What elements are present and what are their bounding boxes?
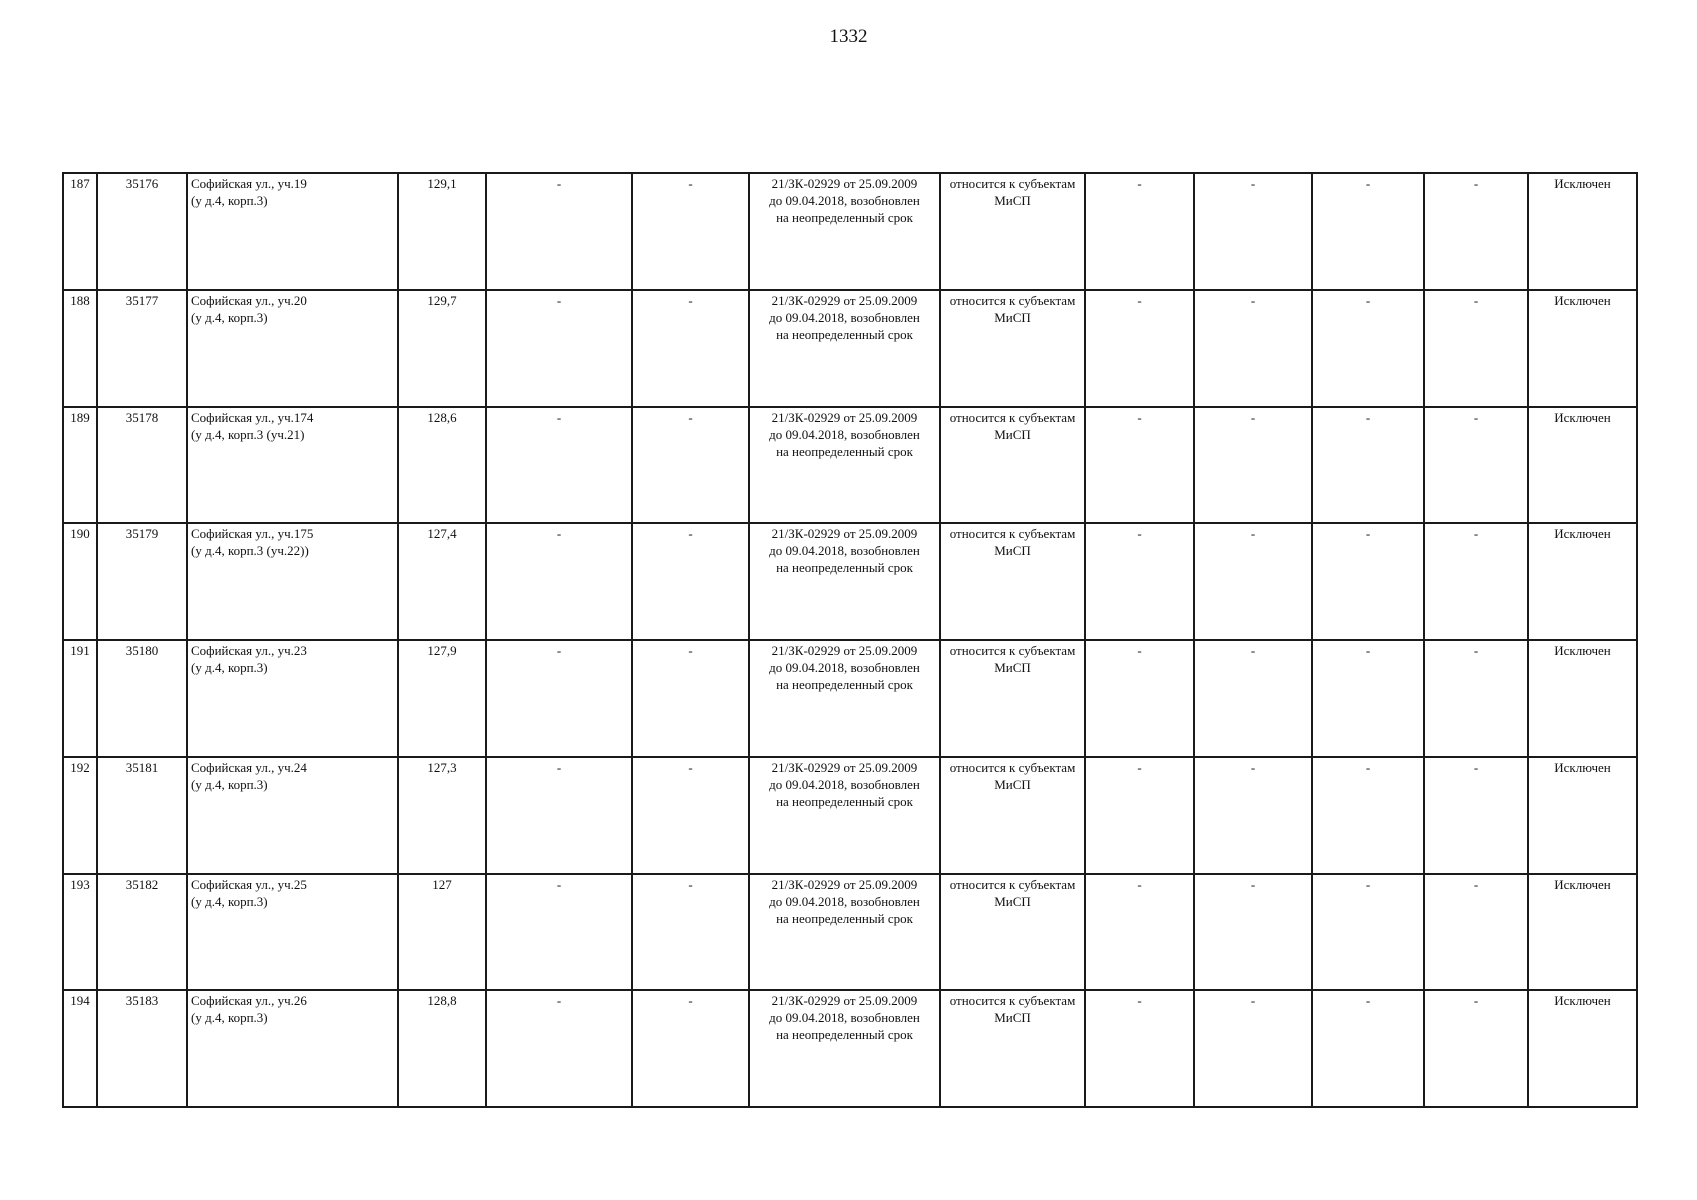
msp-line: относится к субъектам [949,409,1076,425]
col9-line: - [1137,176,1142,191]
table-row [63,990,1637,1107]
col10-line: - [1250,993,1256,1009]
col6-cell [632,173,749,290]
col5-cell [486,757,632,874]
area-cell [398,874,486,991]
col10-line: - [1250,409,1256,425]
contract-line: 21/ЗК-02929 от 25.09.2009 [771,643,918,658]
col12-line: - [1473,526,1479,542]
contract-line: 21/ЗК-02929 от 25.09.2009 [771,993,918,1009]
contract-line: на неопределенный срок [776,326,913,342]
col12-cell [1424,407,1528,524]
object-id-line: 35181 [125,759,159,775]
row-number-cell [63,290,97,407]
col9-cell [1085,990,1194,1107]
address-line: Софийская ул., уч.24 [191,759,307,775]
object-id-cell [97,173,187,290]
row-number-line: 192 [70,759,90,775]
col11-line: - [1365,876,1371,892]
col6-line: - [688,292,693,308]
area-line: 129,7 [427,292,457,308]
address-cell [187,990,398,1107]
col9-line: - [1137,409,1142,425]
contract-cell [749,173,940,290]
table-row [63,757,1637,874]
col9-line: - [1137,292,1142,308]
row-number-line: 194 [70,993,90,1009]
col11-cell [1312,290,1424,407]
msp-cell [940,757,1085,874]
msp-line: МиСП [994,776,1031,792]
address-line: (у д.4, корп.3) [191,660,268,675]
area-cell [398,173,486,290]
col5-line: - [556,292,562,308]
col12-cell [1424,290,1528,407]
object-id-line: 35182 [125,876,159,892]
row-number-cell [63,757,97,874]
col9-cell [1085,640,1194,757]
status-line: Исключен [1554,526,1611,542]
contract-line: до 09.04.2018, возобновлен [769,426,920,442]
col5-cell [486,874,632,991]
col12-line: - [1473,993,1479,1009]
address-line: Софийская ул., уч.174 [191,409,314,425]
address-line: (у д.4, корп.3) [191,193,268,208]
col6-cell [632,757,749,874]
address-line: (у д.4, корп.3 (уч.21) [191,426,305,442]
col10-cell [1194,990,1312,1107]
object-id-cell [97,640,187,757]
table-row [63,407,1637,524]
col10-line: - [1250,643,1256,658]
table-row [63,640,1637,757]
col11-cell [1312,407,1424,524]
col11-cell [1312,523,1424,640]
col6-line: - [688,993,693,1009]
contract-line: 21/ЗК-02929 от 25.09.2009 [771,176,918,191]
address-line: (у д.4, корп.3) [191,776,268,792]
col9-cell [1085,407,1194,524]
col11-line: - [1365,176,1371,191]
contract-line: на неопределенный срок [776,443,913,459]
object-id-line: 35178 [125,409,159,425]
col6-cell [632,990,749,1107]
contract-line: 21/ЗК-02929 от 25.09.2009 [771,409,918,425]
address-line: Софийская ул., уч.26 [191,993,307,1009]
table-row [63,290,1637,407]
msp-cell [940,523,1085,640]
area-line: 127,4 [427,526,457,542]
address-line: (у д.4, корп.3 (уч.22)) [191,543,309,559]
address-cell [187,173,398,290]
area-cell [398,290,486,407]
row-number-cell [63,523,97,640]
col10-cell [1194,407,1312,524]
status-cell [1528,640,1637,757]
status-line: Исключен [1554,292,1611,308]
row-number-line: 190 [70,526,90,542]
msp-line: относится к субъектам [949,643,1076,658]
object-id-line: 35183 [125,993,159,1009]
status-line: Исключен [1554,993,1611,1009]
row-number-cell [63,173,97,290]
object-id-cell [97,757,187,874]
contract-line: 21/ЗК-02929 от 25.09.2009 [771,292,918,308]
col12-cell [1424,173,1528,290]
col9-cell [1085,523,1194,640]
msp-cell [940,990,1085,1107]
col12-cell [1424,757,1528,874]
col6-cell [632,874,749,991]
contract-line: на неопределенный срок [776,1027,913,1043]
address-cell [187,407,398,524]
address-line: Софийская ул., уч.25 [191,876,307,892]
col12-line: - [1473,292,1479,308]
object-id-cell [97,407,187,524]
address-cell [187,290,398,407]
area-cell [398,640,486,757]
col12-line: - [1473,176,1479,191]
col9-cell [1085,173,1194,290]
msp-line: относится к субъектам [949,876,1076,892]
contract-cell [749,640,940,757]
col5-cell [486,290,632,407]
address-line: (у д.4, корп.3) [191,893,268,909]
row-number-line: 193 [70,876,90,892]
col10-line: - [1250,876,1256,892]
col5-line: - [556,176,562,191]
row-number-cell [63,874,97,991]
col5-cell [486,640,632,757]
col9-line: - [1137,876,1142,892]
page-number: 1332 [829,26,868,47]
address-line: (у д.4, корп.3) [191,309,268,325]
msp-cell [940,640,1085,757]
col6-cell [632,523,749,640]
col5-line: - [556,643,562,658]
col5-line: - [556,993,562,1009]
contract-cell [749,407,940,524]
status-cell [1528,757,1637,874]
msp-cell [940,874,1085,991]
col10-cell [1194,290,1312,407]
object-id-cell [97,523,187,640]
contract-line: на неопределенный срок [776,210,913,225]
col12-line: - [1473,876,1479,892]
area-line: 127 [432,876,452,892]
col11-line: - [1365,643,1371,658]
contract-cell [749,990,940,1107]
area-line: 128,8 [427,993,457,1009]
contract-line: до 09.04.2018, возобновлен [769,193,920,208]
msp-cell [940,173,1085,290]
col12-cell [1424,523,1528,640]
col5-line: - [556,759,562,775]
status-cell [1528,523,1637,640]
contract-line: до 09.04.2018, возобновлен [769,1010,920,1026]
area-cell [398,990,486,1107]
contract-line: до 09.04.2018, возобновлен [769,543,920,559]
col6-cell [632,290,749,407]
row-number-cell [63,407,97,524]
col9-line: - [1137,526,1142,542]
status-cell [1528,173,1637,290]
msp-line: относится к субъектам [949,759,1076,775]
col5-line: - [556,409,562,425]
col5-cell [486,173,632,290]
row-number-line: 187 [70,176,90,191]
area-cell [398,757,486,874]
msp-cell [940,407,1085,524]
col9-line: - [1137,993,1142,1009]
address-cell [187,523,398,640]
msp-line: относится к субъектам [949,292,1076,308]
col10-line: - [1250,176,1256,191]
col11-line: - [1365,993,1371,1009]
row-number-cell [63,990,97,1107]
object-id-cell [97,990,187,1107]
col5-cell [486,407,632,524]
col9-line: - [1137,759,1142,775]
status-cell [1528,874,1637,991]
col10-line: - [1250,759,1256,775]
col6-cell [632,640,749,757]
contract-cell [749,523,940,640]
area-cell [398,523,486,640]
contract-line: на неопределенный срок [776,677,913,692]
status-line: Исключен [1554,176,1611,191]
col11-line: - [1365,759,1371,775]
address-line: Софийская ул., уч.175 [191,526,314,542]
msp-line: МиСП [994,660,1031,675]
row-number-line: 191 [70,643,90,658]
col12-line: - [1473,643,1479,658]
col6-line: - [688,526,693,542]
address-cell [187,757,398,874]
contract-line: до 09.04.2018, возобновлен [769,660,920,675]
row-number-line: 189 [70,409,90,425]
status-line: Исключен [1554,759,1611,775]
col5-line: - [556,526,562,542]
col5-line: - [556,876,562,892]
col12-line: - [1473,759,1479,775]
col11-line: - [1365,409,1371,425]
object-id-line: 35176 [125,176,159,191]
contract-line: 21/ЗК-02929 от 25.09.2009 [771,759,918,775]
col6-line: - [688,759,693,775]
msp-line: МиСП [994,543,1031,559]
area-cell [398,407,486,524]
status-line: Исключен [1554,876,1611,892]
col10-cell [1194,523,1312,640]
table-row [63,173,1637,290]
msp-line: МиСП [994,1010,1031,1026]
object-id-line: 35177 [125,292,159,308]
address-cell [187,640,398,757]
col6-line: - [688,643,693,658]
status-line: Исключен [1554,643,1611,658]
area-line: 128,6 [427,409,457,425]
col10-cell [1194,173,1312,290]
col5-cell [486,990,632,1107]
col10-line: - [1250,292,1256,308]
col9-line: - [1137,643,1142,658]
col12-cell [1424,990,1528,1107]
object-id-line: 35179 [125,526,159,542]
col6-line: - [688,876,693,892]
contract-line: до 09.04.2018, возобновлен [769,309,920,325]
status-cell [1528,290,1637,407]
col6-cell [632,407,749,524]
contract-line: на неопределенный срок [776,560,913,576]
status-line: Исключен [1554,409,1611,425]
area-line: 127,9 [427,643,457,658]
col5-cell [486,523,632,640]
table-row [63,523,1637,640]
col6-line: - [688,409,693,425]
col11-cell [1312,173,1424,290]
contract-line: 21/ЗК-02929 от 25.09.2009 [771,876,918,892]
col11-cell [1312,757,1424,874]
col10-cell [1194,874,1312,991]
col11-line: - [1365,526,1371,542]
contract-cell [749,757,940,874]
col6-line: - [688,176,693,191]
contract-line: до 09.04.2018, возобновлен [769,893,920,909]
contract-line: до 09.04.2018, возобновлен [769,776,920,792]
area-line: 129,1 [427,176,457,191]
contract-line: на неопределенный срок [776,910,913,926]
msp-line: относится к субъектам [949,526,1076,542]
object-id-cell [97,290,187,407]
address-line: Софийская ул., уч.23 [191,643,307,658]
col10-cell [1194,640,1312,757]
address-line: (у д.4, корп.3) [191,1010,268,1026]
col11-line: - [1365,292,1371,308]
msp-line: МиСП [994,309,1031,325]
col10-line: - [1250,526,1256,542]
registry-table [62,172,1638,1108]
address-cell [187,874,398,991]
address-line: Софийская ул., уч.19 [191,176,307,191]
msp-line: относится к субъектам [949,176,1076,191]
address-line: Софийская ул., уч.20 [191,292,307,308]
msp-line: относится к субъектам [949,993,1076,1009]
row-number-cell [63,640,97,757]
contract-line: 21/ЗК-02929 от 25.09.2009 [771,526,918,542]
col9-cell [1085,757,1194,874]
object-id-cell [97,874,187,991]
col12-line: - [1473,409,1479,425]
msp-cell [940,290,1085,407]
col9-cell [1085,874,1194,991]
contract-line: на неопределенный срок [776,793,913,809]
table-row [63,874,1637,991]
col9-cell [1085,290,1194,407]
contract-cell [749,874,940,991]
col10-cell [1194,757,1312,874]
status-cell [1528,990,1637,1107]
col12-cell [1424,640,1528,757]
col12-cell [1424,874,1528,991]
col11-cell [1312,640,1424,757]
status-cell [1528,407,1637,524]
object-id-line: 35180 [125,643,159,658]
area-line: 127,3 [427,759,457,775]
contract-cell [749,290,940,407]
col11-cell [1312,990,1424,1107]
msp-line: МиСП [994,193,1031,208]
msp-line: МиСП [994,426,1031,442]
msp-line: МиСП [994,893,1031,909]
col11-cell [1312,874,1424,991]
row-number-line: 188 [70,292,90,308]
